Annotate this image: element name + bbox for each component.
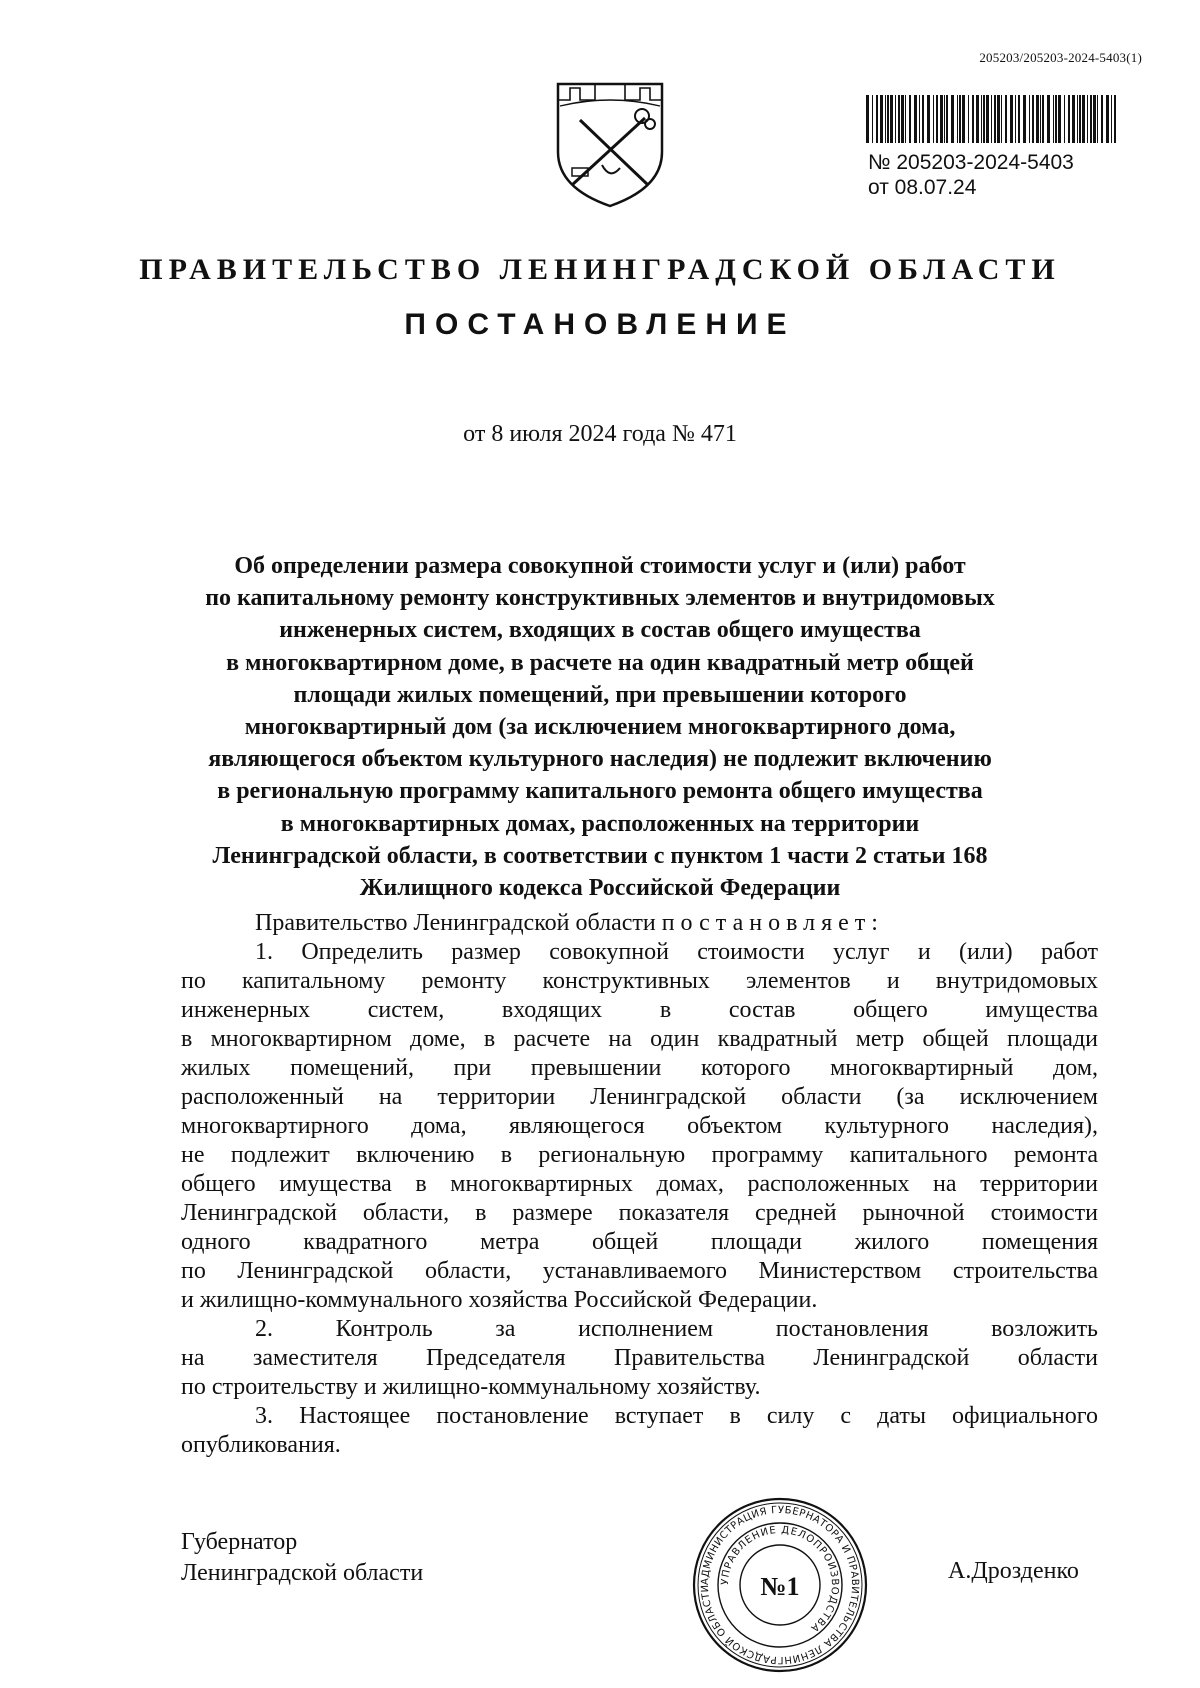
title-line: в региональную программу капитального ремонта общего имущества [217,778,983,805]
title-line: в многоквартирных домах, расположенных на территории [280,810,920,837]
body-line: инженерных систем, входящих в состав общего имущества [181,997,1098,1023]
svg-text:№1: №1 [760,1572,800,1601]
preamble-verb: постановляет: [661,910,884,936]
preamble-text: Правительство Ленинградской области [255,910,662,936]
preamble [181,909,1098,938]
registration-stamp [868,150,1074,200]
coat-of-arms-emblem [550,70,670,210]
barcode [866,95,1119,143]
resolution-body [181,909,1098,1460]
body-line: 1. Определить размер совокупной стоимости услуг и (или) работ [255,939,1098,965]
resolution-title [150,550,1050,904]
title-line: Ленинградской области, в соответствии с пунктом 1 части 2 статьи 168 [212,842,988,869]
official-seal [690,1495,870,1675]
title-line: Жилищного кодекса Российской Федерации [359,875,841,902]
signatory-name: А.Дрозденко [948,1558,1079,1584]
title-line: инженерных систем, входящих в состав общего имущества [279,617,921,644]
body-line: жилых помещений, при превышении которого многоквартирный дом, [181,1055,1098,1081]
government-heading: ПРАВИТЕЛЬСТВО ЛЕНИНГРАДСКОЙ ОБЛАСТИ [139,253,1061,286]
title-line: являющегося объектом культурного наследия) не подлежит включению [208,746,992,773]
title-line: по капитальному ремонту конструктивных элементов и внутридомовых [205,585,995,612]
body-line: по строительству и жилищно-коммунальному хозяйству. [181,1374,761,1400]
registration-date: от 08.07.24 [868,176,977,199]
svg-text:АДМИНИСТРАЦИЯ ГУБЕРНАТОРА И ПР: АДМИНИСТРАЦИЯ ГУБЕРНАТОРА И ПРАВИТЕЛЬСТВА ЛЕНИНГРАДСКОЙ ОБЛАСТИ [699,1504,861,1666]
body-line: в многоквартирном доме, в расчете на один квадратный метр общей площади [181,1026,1098,1052]
title-line: многоквартирный дом (за исключением многоквартирного дома, [244,714,956,741]
document-code: 205203/205203-2024-5403(1) [979,50,1142,65]
body-line: по Ленинградской области, устанавливаемого Министерством строительства [181,1258,1098,1284]
body-line: по капитальному ремонту конструктивных элементов и внутридомовых [181,968,1098,994]
body-line: многоквартирного дома, являющегося объектом культурного наследия), [181,1113,1098,1139]
title-line: Об определении размера совокупной стоимости услуг и (или) работ [234,553,966,579]
document-type-heading: ПОСТАНОВЛЕНИЕ [404,308,796,341]
body-line: не подлежит включению в региональную программу капитального ремонта [181,1142,1098,1168]
position-line: Губернатор [181,1529,298,1555]
svg-text:УПРАВЛЕНИЕ ДЕЛОПРОИЗВОДСТВА: УПРАВЛЕНИЕ ДЕЛОПРОИЗВОДСТВА [719,1524,841,1634]
body-line: общего имущества в многоквартирных домах, расположенных на территории [181,1171,1098,1197]
title-line: в многоквартирном доме, в расчете на один квадратный метр общей [226,649,974,676]
body-line: и жилищно-коммунального хозяйства Российской Федерации. [181,1287,818,1313]
body-line: одного квадратного метра общей площади жилого помещения [181,1229,1098,1255]
registration-number: № 205203-2024-5403 [868,151,1074,174]
signatory-position [181,1527,423,1589]
body-line: 3. Настоящее постановление вступает в силу с даты официального [255,1403,1098,1429]
resolution-date-number: от 8 июля 2024 года № 471 [463,421,737,447]
body-line: опубликования. [181,1432,341,1458]
position-line: Ленинградской области [181,1560,424,1586]
body-line: на заместителя Председателя Правительства Ленинградской области [181,1345,1098,1371]
title-line: площади жилых помещений, при превышении которого [293,681,907,708]
body-line: Ленинградской области, в размере показателя средней рыночной стоимости [181,1200,1098,1226]
body-line: 2. Контроль за исполнением постановления возложить [255,1316,1098,1342]
body-line: расположенный на территории Ленинградской области (за исключением [181,1084,1098,1110]
